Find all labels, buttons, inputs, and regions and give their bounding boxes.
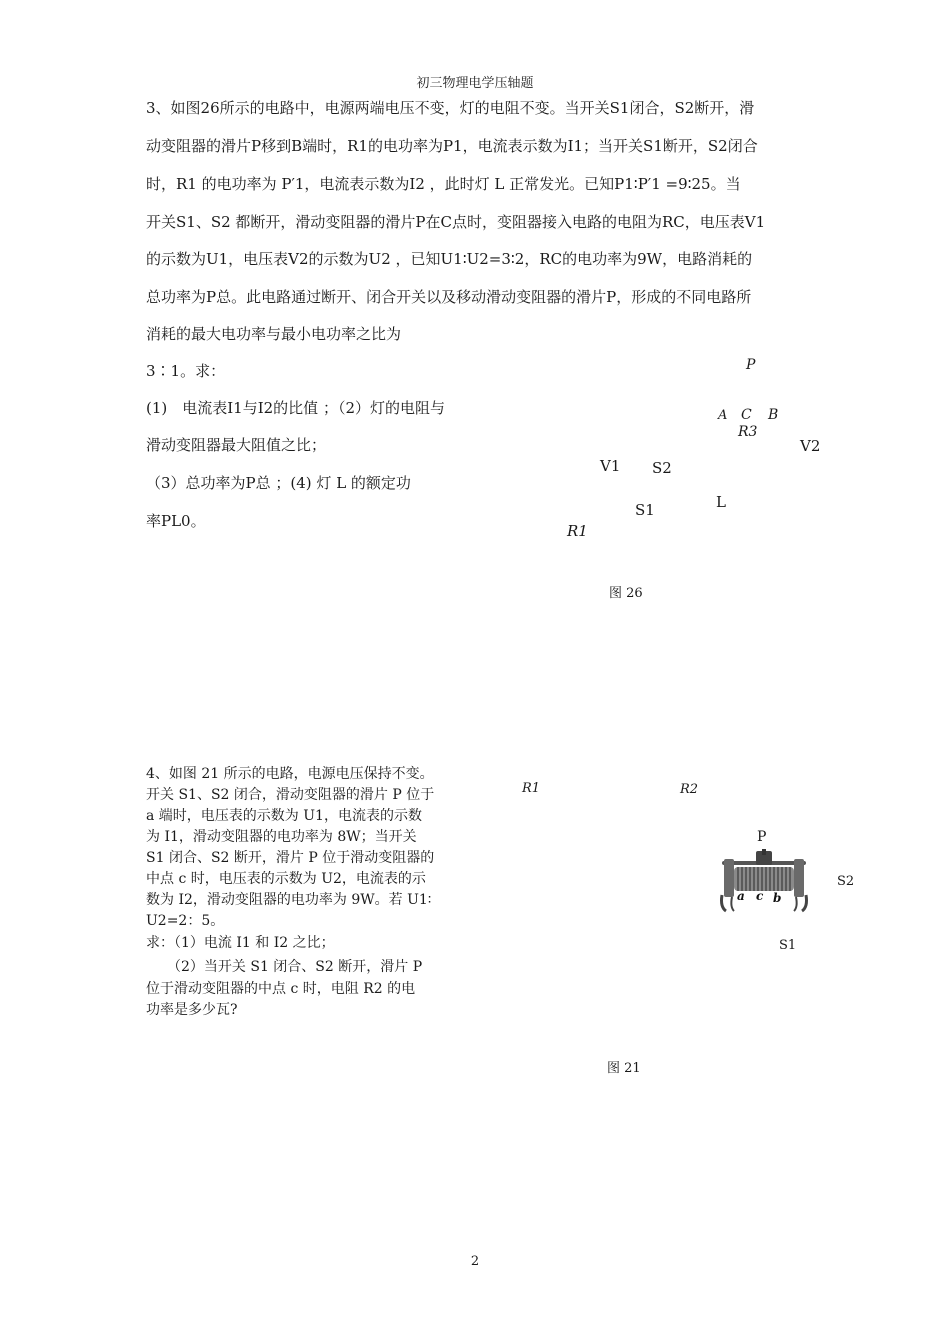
fig26-label-s1: S1: [635, 501, 655, 519]
problem-4-line: U2=2：5。: [146, 913, 225, 929]
fig26-label-r3: R3: [738, 424, 758, 440]
problem-3-question: 率PL0。: [146, 512, 206, 530]
problem-3-line: 消耗的最大电功率与最小电功率之比为: [146, 325, 402, 343]
figure-21-caption: 图 21: [607, 1061, 641, 1076]
problem-4-line: a 端时，电压表的示数为 U1，电流表的示数: [146, 808, 422, 824]
page-header: 初三物理电学压轴题: [416, 76, 534, 91]
fig21-label-a: a: [737, 889, 745, 903]
page-number: 2: [470, 1254, 480, 1269]
fig26-label-b: B: [768, 407, 779, 423]
rheostat-image: [718, 849, 810, 913]
problem-4-line: 数为 I2，滑动变阻器的电功率为 9W。若 U1∶: [146, 892, 432, 908]
problem-4-line: 中点 c 时，电压表的示数为 U2，电流表的示: [146, 871, 426, 887]
fig26-label-c: C: [741, 407, 752, 423]
problem-4-line: 开关 S1、S2 闭合，滑动变阻器的滑片 P 位于: [146, 787, 435, 803]
fig26-label-p: P: [746, 357, 756, 373]
fig21-label-p: P: [757, 829, 767, 845]
problem-4-line: 为 I1，滑动变阻器的电功率为 8W；当开关: [146, 829, 417, 845]
fig26-label-a: A: [718, 408, 728, 423]
problem-3-line: 开关S1、S2 都断开，滑动变阻器的滑片P在C点时，变阻器接入电路的电阻为RC，电压表V1: [146, 213, 766, 231]
fig26-label-v1: V1: [600, 457, 621, 475]
problem-3-line: 时，R1 的电功率为 P′1，电流表示数为I2 ，此时灯 L 正常发光。已知P1∶P′1 =9∶25。当: [146, 175, 741, 193]
problem-4-question: 求：（1）电流 I1 和 I2 之比；: [146, 935, 335, 951]
problem-3-line: 的示数为U1，电压表V2的示数为U2 ，已知U1∶U2=3∶2，RC的电功率为9W，电路消耗的: [146, 250, 753, 268]
problem-4-line: S1 闭合、S2 断开，滑片 P 位于滑动变阻器的: [146, 850, 435, 866]
problem-4-line: 4、如图 21 所示的电路，电源电压保持不变。: [146, 766, 434, 782]
problem-3-question: (1) 电流表I1与I2的比值 ；（2）灯的电阻与: [146, 399, 445, 417]
problem-4-question: 位于滑动变阻器的中点 c 时，电阻 R2 的电: [146, 981, 416, 997]
problem-4-question: 功率是多少瓦?: [146, 1002, 238, 1018]
fig21-label-b: b: [773, 891, 782, 905]
fig21-label-s1: S1: [779, 938, 797, 953]
figure-26-caption: 图 26: [609, 586, 643, 601]
problem-4-question: （2）当开关 S1 闭合、S2 断开，滑片 P: [146, 959, 423, 975]
fig26-label-r1: R1: [567, 522, 588, 540]
fig26-label-l: L: [716, 493, 726, 511]
problem-3-line: 3、如图26所示的电路中，电源两端电压不变，灯的电阻不变。当开关S1闭合，S2断开，滑: [146, 99, 755, 117]
fig21-label-r2: R2: [680, 782, 699, 797]
fig26-label-s2: S2: [652, 459, 672, 477]
fig21-label-s2: S2: [837, 874, 855, 889]
problem-3-line: 3∶1。求：: [146, 362, 226, 380]
fig21-label-c: c: [756, 889, 764, 903]
problem-3-question: 滑动变阻器最大阻值之比；: [146, 436, 327, 454]
problem-3-line: 总功率为P总。此电路通过断开、闭合开关以及移动滑动变阻器的滑片P，形成的不同电路所: [146, 288, 752, 306]
fig26-label-v2: V2: [800, 437, 821, 455]
fig21-label-r1: R1: [522, 781, 541, 796]
problem-3-line: 动变阻器的滑片P移到B端时，R1的电功率为P1，电流表示数为I1；当开关S1断开，S2闭合: [146, 137, 758, 155]
problem-3-question: （3）总功率为P总 ；(4) 灯 L 的额定功: [146, 474, 411, 492]
